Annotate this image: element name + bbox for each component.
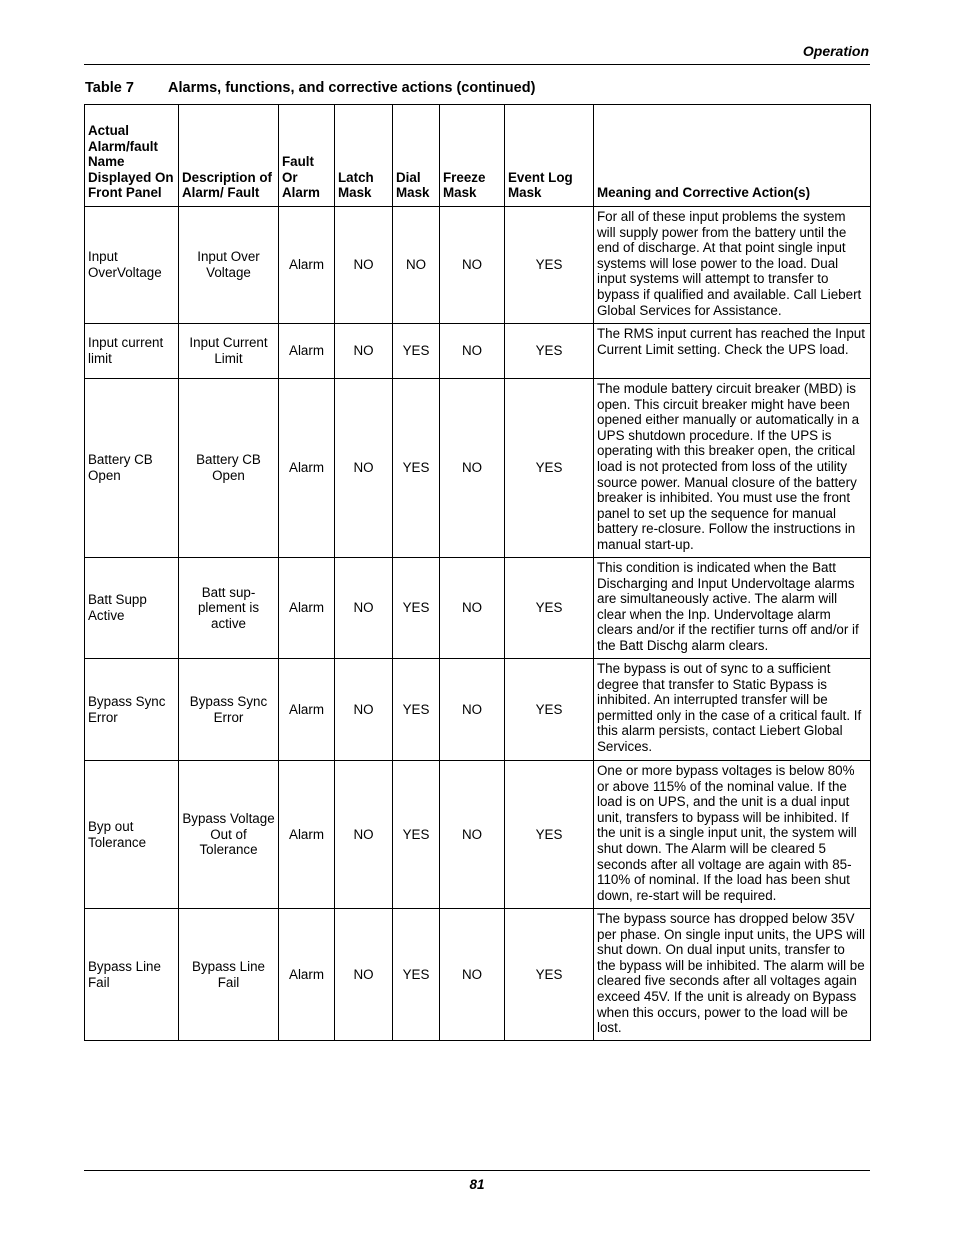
freeze-mask-cell: NO xyxy=(440,558,505,659)
alarms-table xyxy=(84,104,871,1041)
table-row xyxy=(85,659,871,761)
fault-or-alarm-cell: Alarm xyxy=(279,659,335,761)
table-number: Table 7 xyxy=(85,80,134,96)
dial-mask-cell: NO xyxy=(393,207,440,324)
dial-mask-cell: YES xyxy=(393,558,440,659)
page-number: 81 xyxy=(469,1177,485,1192)
page-header-section: Operation xyxy=(802,43,869,59)
meaning-cell: The RMS input current has reached the Input Current Limit setting. Check the UPS load. xyxy=(594,324,871,379)
alarm-name-cell: Byp out Tolerance xyxy=(85,761,179,909)
freeze-mask-cell: NO xyxy=(440,761,505,909)
meaning-cell: For all of these input problems the system will supply power from the battery until the end of discharge. At that point single input systems will lose power to the load. Dual input systems will attempt to transfer to bypass if qualified and available. Call Liebert Global Services for Assistance. xyxy=(594,207,871,324)
table-title: Alarms, functions, and corrective actions (continued) xyxy=(168,80,536,96)
fault-or-alarm-cell: Alarm xyxy=(279,558,335,659)
alarm-name-cell: Bypass Line Fail xyxy=(85,909,179,1041)
freeze-mask-cell: NO xyxy=(440,379,505,558)
event-log-mask-cell: YES xyxy=(505,207,594,324)
description-cell: Bypass Voltage Out of Tolerance xyxy=(179,761,279,909)
table-row xyxy=(85,909,871,1041)
table-row xyxy=(85,324,871,379)
latch-mask-cell: NO xyxy=(335,558,393,659)
latch-mask-cell: NO xyxy=(335,379,393,558)
column-header: Fault Or Alarm xyxy=(279,105,335,207)
meaning-cell: The module battery circuit breaker (MBD) is open. This circuit breaker might have been opened either manually or automatically in a UPS shutdown procedure. If the UPS is operating with this breaker open, the critical load is not protected from loss of the utility source power. Manual closure of the battery breaker is inhibited. You must use the front panel to set up the sequence for manual battery re-closure. Follow the instructions in manual start-up. xyxy=(594,379,871,558)
column-header: Latch Mask xyxy=(335,105,393,207)
fault-or-alarm-cell: Alarm xyxy=(279,324,335,379)
event-log-mask-cell: YES xyxy=(505,324,594,379)
meaning-cell: The bypass source has dropped below 35V per phase. On single input units, the UPS will shut down. On dual input units, transfer to the bypass will be inhibited. The alarm will be cleared five seconds after all voltages again exceed 45V. If the unit is already on Bypass when this occurs, power to the load will be lost. xyxy=(594,909,871,1041)
freeze-mask-cell: NO xyxy=(440,909,505,1041)
table-row xyxy=(85,558,871,659)
column-header: Actual Alarm/fault Name Displayed On Front Panel xyxy=(85,105,179,207)
table-row xyxy=(85,761,871,909)
table-header-row xyxy=(85,105,871,207)
column-header: Freeze Mask xyxy=(440,105,505,207)
fault-or-alarm-cell: Alarm xyxy=(279,761,335,909)
latch-mask-cell: NO xyxy=(335,909,393,1041)
latch-mask-cell: NO xyxy=(335,324,393,379)
description-cell: Bypass Sync Error xyxy=(179,659,279,761)
event-log-mask-cell: YES xyxy=(505,558,594,659)
description-cell: Input Over Voltage xyxy=(179,207,279,324)
column-header: Meaning and Corrective Action(s) xyxy=(594,105,871,207)
meaning-cell: The bypass is out of sync to a sufficient degree that transfer to Static Bypass is inhibited. An interrupted transfer will be permitted only in the case of a critical fault. If this alarm persists, contact Liebert Global Services. xyxy=(594,659,871,761)
column-header: Event Log Mask xyxy=(505,105,594,207)
description-cell: Bypass Line Fail xyxy=(179,909,279,1041)
alarm-name-cell: Batt Supp Active xyxy=(85,558,179,659)
dial-mask-cell: YES xyxy=(393,324,440,379)
table-row xyxy=(85,207,871,324)
fault-or-alarm-cell: Alarm xyxy=(279,379,335,558)
alarm-name-cell: Input current limit xyxy=(85,324,179,379)
freeze-mask-cell: NO xyxy=(440,207,505,324)
header-rule xyxy=(84,64,870,65)
fault-or-alarm-cell: Alarm xyxy=(279,207,335,324)
event-log-mask-cell: YES xyxy=(505,659,594,761)
meaning-cell: One or more bypass voltages is below 80% or above 115% of the nominal value. If the load is on UPS, and the unit is a dual input unit, transfers to bypass will be inhibited. If the unit is a single input unit, the system will shut down. The Alarm will be cleared 5 seconds after all voltage are again with 85-110% of nominal. If the load has been shut down, re-start will be required. xyxy=(594,761,871,909)
event-log-mask-cell: YES xyxy=(505,761,594,909)
table-row xyxy=(85,379,871,558)
event-log-mask-cell: YES xyxy=(505,909,594,1041)
fault-or-alarm-cell: Alarm xyxy=(279,909,335,1041)
latch-mask-cell: NO xyxy=(335,659,393,761)
dial-mask-cell: YES xyxy=(393,379,440,558)
alarm-name-cell: Bypass Sync Error xyxy=(85,659,179,761)
footer-rule xyxy=(84,1170,870,1171)
latch-mask-cell: NO xyxy=(335,207,393,324)
event-log-mask-cell: YES xyxy=(505,379,594,558)
meaning-cell: This condition is indicated when the Batt Discharging and Input Undervoltage alarms are simultaneously active. The alarm will clear when the Inp. Undervoltage alarm clears and/or if the rectifier turns off and/or if the Batt Dischg alarm clears. xyxy=(594,558,871,659)
dial-mask-cell: YES xyxy=(393,909,440,1041)
description-cell: Batt sup-plement is active xyxy=(179,558,279,659)
freeze-mask-cell: NO xyxy=(440,324,505,379)
alarm-name-cell: Battery CB Open xyxy=(85,379,179,558)
alarm-name-cell: Input OverVoltage xyxy=(85,207,179,324)
description-cell: Battery CB Open xyxy=(179,379,279,558)
dial-mask-cell: YES xyxy=(393,659,440,761)
table-caption xyxy=(85,80,535,96)
column-header: Description of Alarm/ Fault xyxy=(179,105,279,207)
latch-mask-cell: NO xyxy=(335,761,393,909)
column-header: Dial Mask xyxy=(393,105,440,207)
freeze-mask-cell: NO xyxy=(440,659,505,761)
dial-mask-cell: YES xyxy=(393,761,440,909)
description-cell: Input Current Limit xyxy=(179,324,279,379)
